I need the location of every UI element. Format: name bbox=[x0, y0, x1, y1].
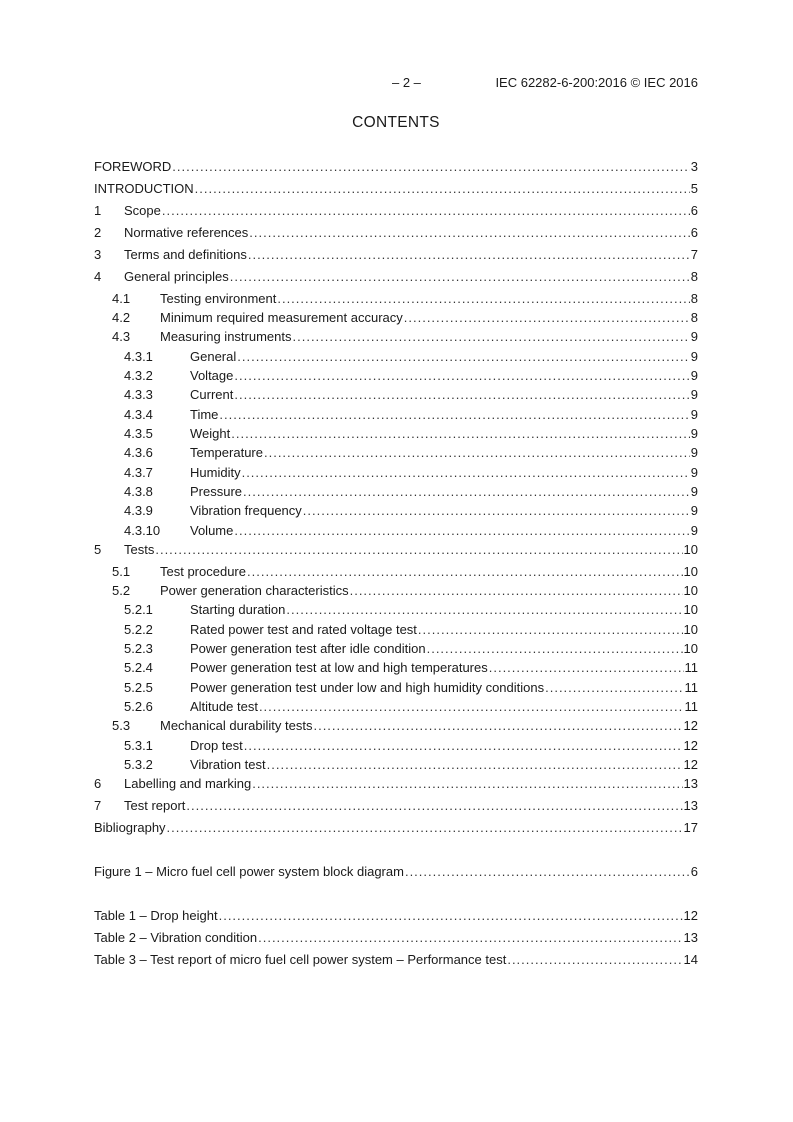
toc-entry[interactable]: INTRODUCTION ..... 5 bbox=[94, 181, 698, 197]
contents-title: CONTENTS bbox=[352, 114, 440, 131]
toc-entry[interactable]: FOREWORD ..... 3 bbox=[94, 159, 698, 175]
toc-entry[interactable]: 5.2.1 Starting duration ..... 10 bbox=[94, 602, 698, 618]
toc-entry[interactable]: 4.3.4 Time ..... 9 bbox=[94, 407, 698, 423]
toc-entry[interactable]: 5.2.6 Altitude test ..... 11 bbox=[94, 699, 698, 715]
toc-entry[interactable]: 5.2.5 Power generation test under low and high humidity conditions ..... 11 bbox=[94, 680, 698, 696]
list-of-tables-entry[interactable]: Table 2 – Vibration condition ..... 13 bbox=[94, 930, 698, 946]
toc-entry[interactable]: 4.3.5 Weight ..... 9 bbox=[94, 426, 698, 442]
toc-entry[interactable]: 4.3 Measuring instruments ..... 9 bbox=[94, 329, 698, 345]
toc-entry[interactable]: 4.3.1 General ..... 9 bbox=[94, 349, 698, 365]
toc-entry[interactable]: 4.3.3 Current ..... 9 bbox=[94, 387, 698, 403]
toc-entry[interactable]: 4.1 Testing environment ..... 8 bbox=[94, 291, 698, 307]
toc-entry[interactable]: 6 Labelling and marking ..... 13 bbox=[94, 776, 698, 792]
toc-entry[interactable]: 5.2.3 Power generation test after idle condition ..... 10 bbox=[94, 641, 698, 657]
toc-entry[interactable]: 5.1 Test procedure ..... 10 bbox=[94, 564, 698, 580]
toc-entry[interactable]: 4.3.2 Voltage ..... 9 bbox=[94, 368, 698, 384]
toc-entry[interactable]: 4.3.9 Vibration frequency ..... 9 bbox=[94, 503, 698, 519]
toc-entry[interactable]: 4.3.6 Temperature ..... 9 bbox=[94, 445, 698, 461]
toc-entry[interactable]: 4.3.8 Pressure ..... 9 bbox=[94, 484, 698, 500]
toc-entry[interactable]: 5 Tests ..... 10 bbox=[94, 542, 698, 558]
toc-entry[interactable]: 5.3.1 Drop test ..... 12 bbox=[94, 738, 698, 754]
toc-entry[interactable]: 5.3.2 Vibration test ..... 12 bbox=[94, 757, 698, 773]
toc-entry[interactable]: 2 Normative references ..... 6 bbox=[94, 225, 698, 241]
toc-entry[interactable]: 3 Terms and definitions ..... 7 bbox=[94, 247, 698, 263]
toc-entry[interactable]: 5.2 Power generation characteristics ..... 10 bbox=[94, 583, 698, 599]
toc-entry[interactable]: 4.3.7 Humidity ..... 9 bbox=[94, 465, 698, 481]
standard-identifier: IEC 62282-6-200:2016 © IEC 2016 bbox=[495, 75, 698, 90]
toc-entry[interactable]: 7 Test report ..... 13 bbox=[94, 798, 698, 814]
list-of-figures-entry[interactable]: Figure 1 – Micro fuel cell power system block diagram ..... 6 bbox=[94, 864, 698, 880]
toc-entry[interactable]: 4.2 Minimum required measurement accuracy ..... 8 bbox=[94, 310, 698, 326]
page-number: – 2 – bbox=[392, 75, 421, 90]
toc-entry[interactable]: Bibliography ..... 17 bbox=[94, 820, 698, 836]
toc-entry[interactable]: 4.3.10 Volume ..... 9 bbox=[94, 523, 698, 539]
list-of-tables-entry[interactable]: Table 1 – Drop height ..... 12 bbox=[94, 908, 698, 924]
page-header bbox=[94, 75, 698, 93]
toc-entry[interactable]: 1 Scope ..... 6 bbox=[94, 203, 698, 219]
toc-entry[interactable]: 5.2.2 Rated power test and rated voltage test ..... 10 bbox=[94, 622, 698, 638]
toc-entry[interactable]: 4 General principles ..... 8 bbox=[94, 269, 698, 285]
toc-entry[interactable]: 5.3 Mechanical durability tests ..... 12 bbox=[94, 718, 698, 734]
list-of-tables-entry[interactable]: Table 3 – Test report of micro fuel cell power system – Performance test ..... 14 bbox=[94, 952, 698, 968]
toc-entry[interactable]: 5.2.4 Power generation test at low and high temperatures ..... 11 bbox=[94, 660, 698, 676]
